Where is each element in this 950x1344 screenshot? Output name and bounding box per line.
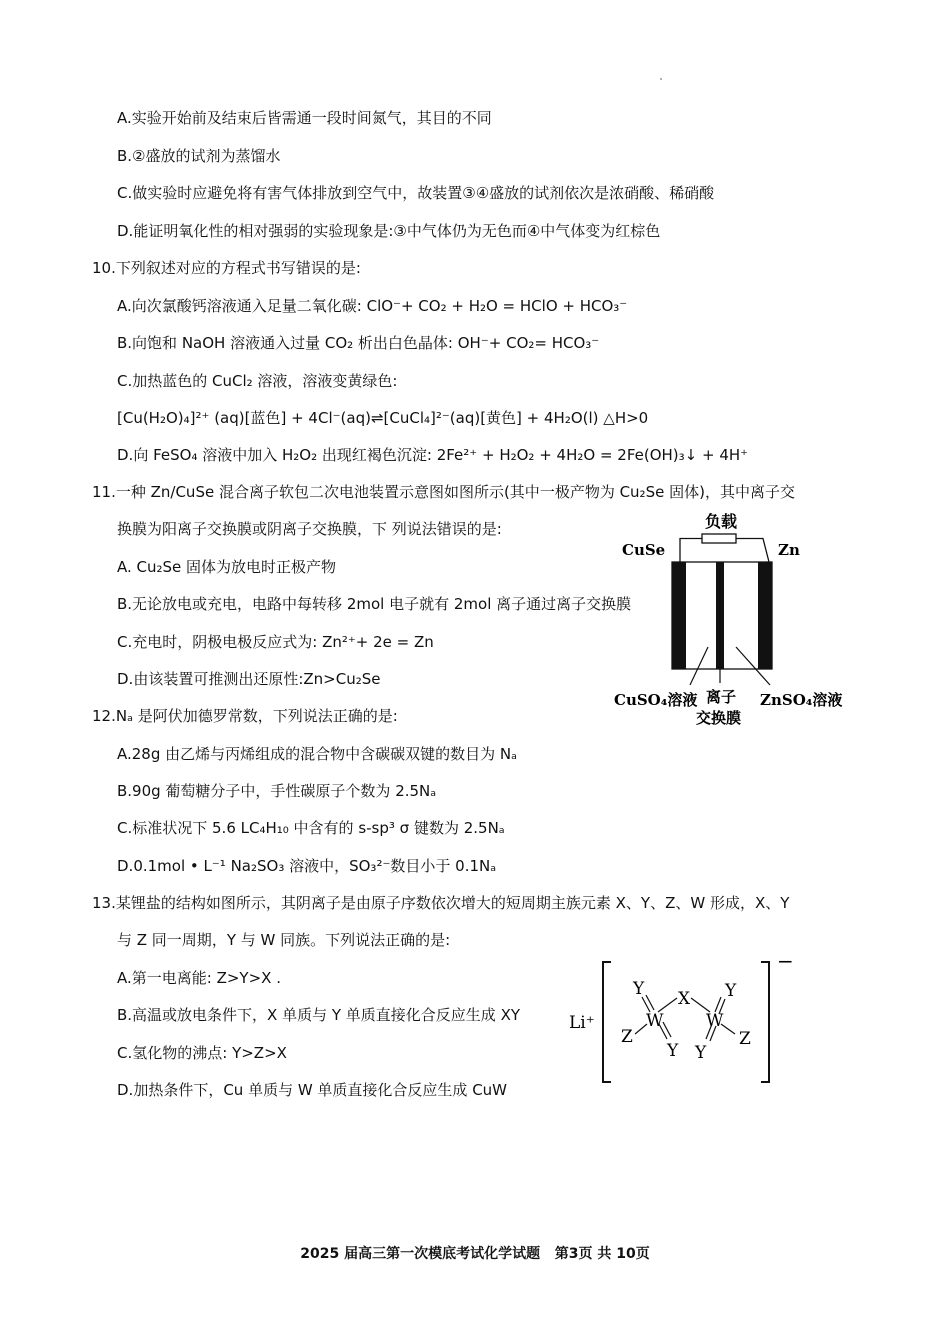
q10-option-b <box>117 333 599 353</box>
zn-electrode <box>758 562 772 669</box>
q10-option-b-text: B.向饱和 NaOH 溶液通入过量 CO₂ 析出白色晶体: <box>117 334 458 352</box>
cuse-label: CuSe <box>622 541 666 559</box>
left-bracket <box>603 962 611 1082</box>
lithium-salt-structure <box>565 950 805 1090</box>
atom-z-right: Z <box>739 1029 751 1049</box>
atom-w-right: W <box>706 1011 724 1031</box>
atom-y-top-left: Y <box>633 979 645 999</box>
znso4-label: ZnSO₄溶液 <box>760 691 843 709</box>
atom-y-bottom-left: Y <box>667 1041 679 1061</box>
q10-option-c-equation: [Cu(H₂O)₄]²⁺ (aq)[蓝色] + 4Cl⁻(aq)⇌[CuCl₄]²⁻(aq)[黄色] + 4H₂O(l) △H>0 <box>117 409 649 427</box>
load-resistor <box>702 534 736 543</box>
q13-stem-line1: 13.某锂盐的结构如图所示，其阴离子是由原子序数依次增大的短周期主族元素 X、Y、Z、W 形成，X、Y <box>92 894 790 912</box>
q13-stem-line2: 与 Z 同一周期，Y 与 W 同族。下列说法正确的是: <box>117 931 451 949</box>
footer-page-number: 第3页 共 10页 <box>554 1246 650 1262</box>
atom-y-bottom-right: Y <box>695 1043 707 1063</box>
q10-option-c: C.加热蓝色的 CuCl₂ 溶液，溶液变黄绿色: <box>117 372 398 390</box>
q11-stem-line2: 换膜为阳离子交换膜或阴离子交换膜，下 列说法错误的是: <box>117 520 502 538</box>
li-cation: Li⁺ <box>569 1013 595 1033</box>
q9-option-b: B.②盛放的试剂为蒸馏水 <box>117 147 281 165</box>
left-solution-pointer <box>690 647 708 685</box>
membrane-label-2: 交换膜 <box>696 709 742 727</box>
q13-option-a: A.第一电离能: Z>Y>X . <box>117 969 281 987</box>
q11-option-d: D.由该装置可推测出还原性:Zn>Cu₂Se <box>117 670 381 688</box>
q12-option-c: C.标准状况下 5.6 LC₄H₁₀ 中含有的 s-sp³ σ 键数为 2.5Nₐ <box>117 819 505 837</box>
q13-option-d: D.加热条件下，Cu 单质与 W 单质直接化合反应生成 CuW <box>117 1081 508 1099</box>
q9-option-a: A.实验开始前及结束后皆需通一段时间氮气，其目的不同 <box>117 109 492 127</box>
scan-speck <box>660 78 662 80</box>
q10-option-d: D.向 FeSO₄ 溶液中加入 H₂O₂ 出现红褐色沉淀: 2Fe²⁺ + H₂O₂ + 4H₂O = 2Fe(OH)₃↓ + 4H⁺ <box>117 446 749 464</box>
atom-w-left: W <box>646 1011 664 1031</box>
q11-option-a: A. Cu₂Se 固体为放电时正极产物 <box>117 558 337 576</box>
atom-z-left: Z <box>621 1027 633 1047</box>
footer-title: 2025 届高三第一次模底考试化学试题 <box>300 1246 541 1262</box>
battery-diagram <box>610 505 855 730</box>
q10-option-b-eq: OH⁻+ CO₂= HCO₃⁻ <box>457 334 600 352</box>
q9-option-c: C.做实验时应避免将有害气体排放到空气中，故装置③④盛放的试剂依次是浓硝酸、稀硝酸 <box>117 184 715 202</box>
q10-option-a <box>117 296 627 316</box>
atom-x-bridge: X <box>678 989 691 1009</box>
cuso4-label: CuSO₄溶液 <box>614 691 698 709</box>
q11-option-b: B.无论放电或充电，电路中每转移 2mol 电子就有 2mol 离子通过离子交换膜 <box>117 595 632 613</box>
load-label: 负载 <box>705 512 738 531</box>
q9-option-d: D.能证明氧化性的相对强弱的实验现象是:③中气体仍为无色而④中气体变为红棕色 <box>117 222 661 240</box>
q11-stem-line1: 11.一种 Zn/CuSe 混合离子软包二次电池装置示意图如图所示(其中一极产物为 Cu₂Se 固体)，其中离子交 <box>92 483 795 501</box>
q12-stem: 12.Nₐ 是阿伏加德罗常数，下列说法正确的是: <box>92 707 398 725</box>
atom-y-top-right: Y <box>725 981 737 1001</box>
q10-option-a-eq: ClO⁻+ CO₂ + H₂O = HClO + HCO₃⁻ <box>366 297 628 315</box>
q13-option-b: B.高温或放电条件下，X 单质与 Y 单质直接化合反应生成 XY <box>117 1006 521 1024</box>
membrane-label-1: 离子 <box>706 688 737 706</box>
q12-option-d: D.0.1mol • L⁻¹ Na₂SO₃ 溶液中，SO₃²⁻数目小于 0.1Nₐ <box>117 857 497 875</box>
q12-option-a: A.28g 由乙烯与丙烯组成的混合物中含碳碳双键的数目为 Nₐ <box>117 745 518 763</box>
q13-option-c: C.氢化物的沸点: Y>Z>X <box>117 1044 287 1062</box>
q10-stem: 10.下列叙述对应的方程式书写错误的是: <box>92 259 361 277</box>
circuit-wire <box>680 539 769 563</box>
zn-label: Zn <box>778 541 800 559</box>
page-footer <box>0 1243 950 1263</box>
q11-option-c: C.充电时，阴极电极反应式为: Zn²⁺+ 2e = Zn <box>117 633 434 651</box>
q10-option-a-text: A.向次氯酸钙溶液通入足量二氧化碳: <box>117 297 367 315</box>
right-bracket <box>761 962 769 1082</box>
cuse-electrode <box>672 562 686 669</box>
anion-charge: − <box>777 950 794 973</box>
q12-option-b: B.90g 葡萄糖分子中，手性碳原子个数为 2.5Nₐ <box>117 782 437 800</box>
